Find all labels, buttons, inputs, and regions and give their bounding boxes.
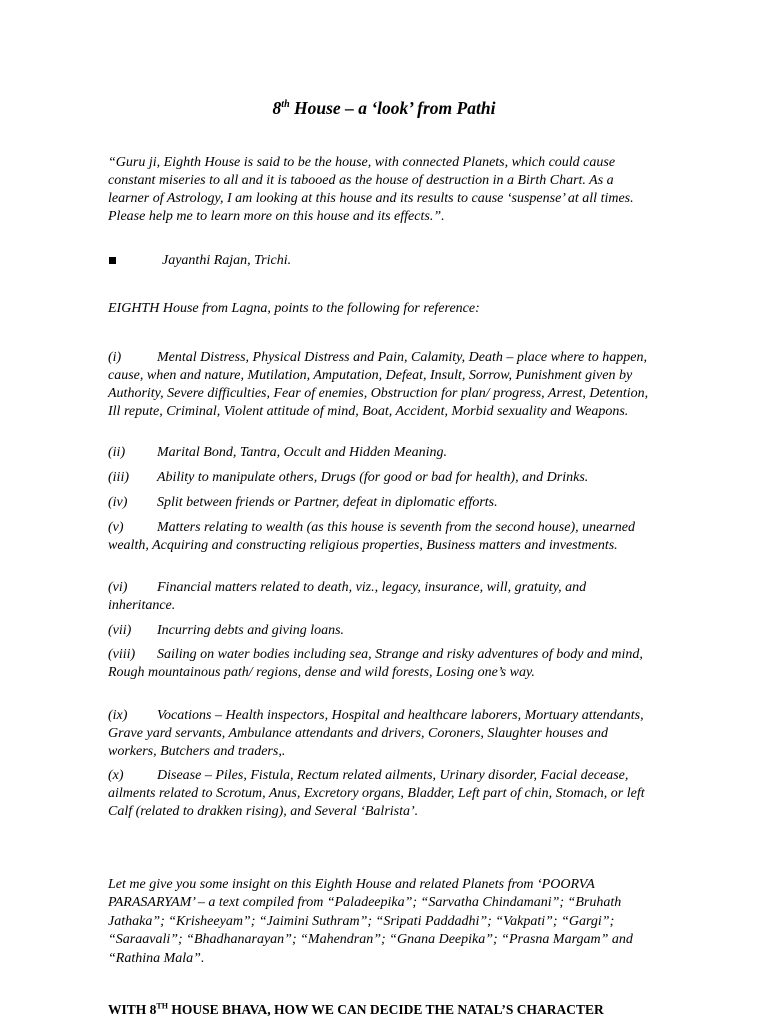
list-item-number: (ix) (108, 708, 128, 723)
list-item (108, 444, 656, 462)
list-item-text: Financial matters related to death, viz., legacy, insurance, will, gratuity, and inheritance. (108, 580, 587, 613)
list-item (108, 469, 656, 487)
list-item-text: Ability to manipulate others, Drugs (for good or bad for health), and Drinks. (157, 470, 589, 485)
list-item-text: Split between friends or Partner, defeat in diplomatic efforts. (157, 495, 498, 510)
list-item (108, 707, 656, 761)
list-item (108, 494, 656, 512)
list-item (108, 646, 656, 682)
list-item-text: Incurring debts and giving loans. (157, 623, 345, 638)
intro-paragraph: EIGHTH House from Lagna, points to the following for reference: (108, 301, 480, 316)
section-heading-pre: WITH 8 (108, 1002, 157, 1017)
section-heading-sup: TH (156, 1001, 168, 1011)
list-item-text: Mental Distress, Physical Distress and Pain, Calamity, Death – place where to happen, cause, when and nature, Mutilation, Amputation, Defeat, Insult, Sorrow, Punishment given by Authority, Severe difficulties, Fear of enemies, Obstruction for plan/ progress, Arrest, Detention, Ill repute, Criminal, Violent attitude of mind, Boat, Accident, Morbid sexuality and Weapons. (108, 350, 649, 419)
list-item (108, 622, 656, 640)
title-ordinal-sup: th (281, 99, 290, 111)
list-item (108, 349, 656, 421)
bullet-square-icon (109, 257, 116, 264)
list-item-number: (ii) (108, 445, 126, 460)
list-item-number: (vii) (108, 623, 132, 638)
list-item-number: (v) (108, 520, 124, 535)
list-item-text: Disease – Piles, Fistula, Rectum related ailments, Urinary disorder, Facial decease, ailments related to Scrotum, Anus, Excretory organs, Bladder, Left part of chin, Stomach, or left Calf (related to drakken rising), and Several ‘Balrista’. (108, 768, 645, 819)
list-item-number: (vi) (108, 580, 128, 595)
list-item (108, 579, 656, 615)
quote-author: Jayanthi Rajan, Trichi. (162, 253, 292, 268)
list-item-number: (viii) (108, 647, 136, 662)
section-heading (108, 1002, 604, 1018)
list-item-number: (iv) (108, 495, 128, 510)
list-item (108, 767, 656, 821)
list-item (108, 519, 656, 555)
title-rest: House – a ‘look’ from Pathi (289, 98, 496, 118)
insight-paragraph: Let me give you some insight on this Eighth House and related Planets from ‘POORVA PARASARYAM’ – a text compiled from “Paladeepika”; “Sarvatha Chindamani”; “Bruhath Jathaka”; “Krisheeyam”; “Jaimini Suthram”; “Sripati Paddadhi”; “Vakpati”; “Gargi”; “Saraavali”; “Bhadhanarayan”; “Mahendran”; “Gnana Deepika”; “Prasna Margam” and “Rathina Mala”. (108, 877, 633, 966)
title-ordinal: 8 (272, 98, 282, 118)
list-item-text: Sailing on water bodies including sea, Strange and risky adventures of body and mind, Rough mountainous path/ regions, dense and wild forests, Losing one’s way. (108, 647, 643, 680)
quote-paragraph: “Guru ji, Eighth House is said to be the house, with connected Planets, which could cause constant miseries to all and it is tabooed as the house of destruction in a Birth Chart. As a learner of Astrology, I am looking at this house and its results to cause ‘suspense’ at all times. Please help me to learn more on this house and its effects.”. (108, 155, 634, 224)
page-title (0, 98, 768, 119)
section-heading-post: HOUSE BHAVA, HOW WE CAN DECIDE THE NATAL’S CHARACTER (167, 1002, 604, 1017)
list-item-number: (x) (108, 768, 124, 783)
list-item-text: Matters relating to wealth (as this house is seventh from the second house), unearned wealth, Acquiring and constructing religious properties, Business matters and investments. (108, 520, 636, 553)
list-item-number: (iii) (108, 470, 129, 485)
list-item-number: (i) (108, 350, 122, 365)
list-item-text: Marital Bond, Tantra, Occult and Hidden Meaning. (157, 445, 447, 460)
list-item-text: Vocations – Health inspectors, Hospital and healthcare laborers, Mortuary attendants, Grave yard servants, Ambulance attendants and drivers, Coroners, Slaughter houses and workers, Butchers and traders,. (108, 708, 644, 759)
